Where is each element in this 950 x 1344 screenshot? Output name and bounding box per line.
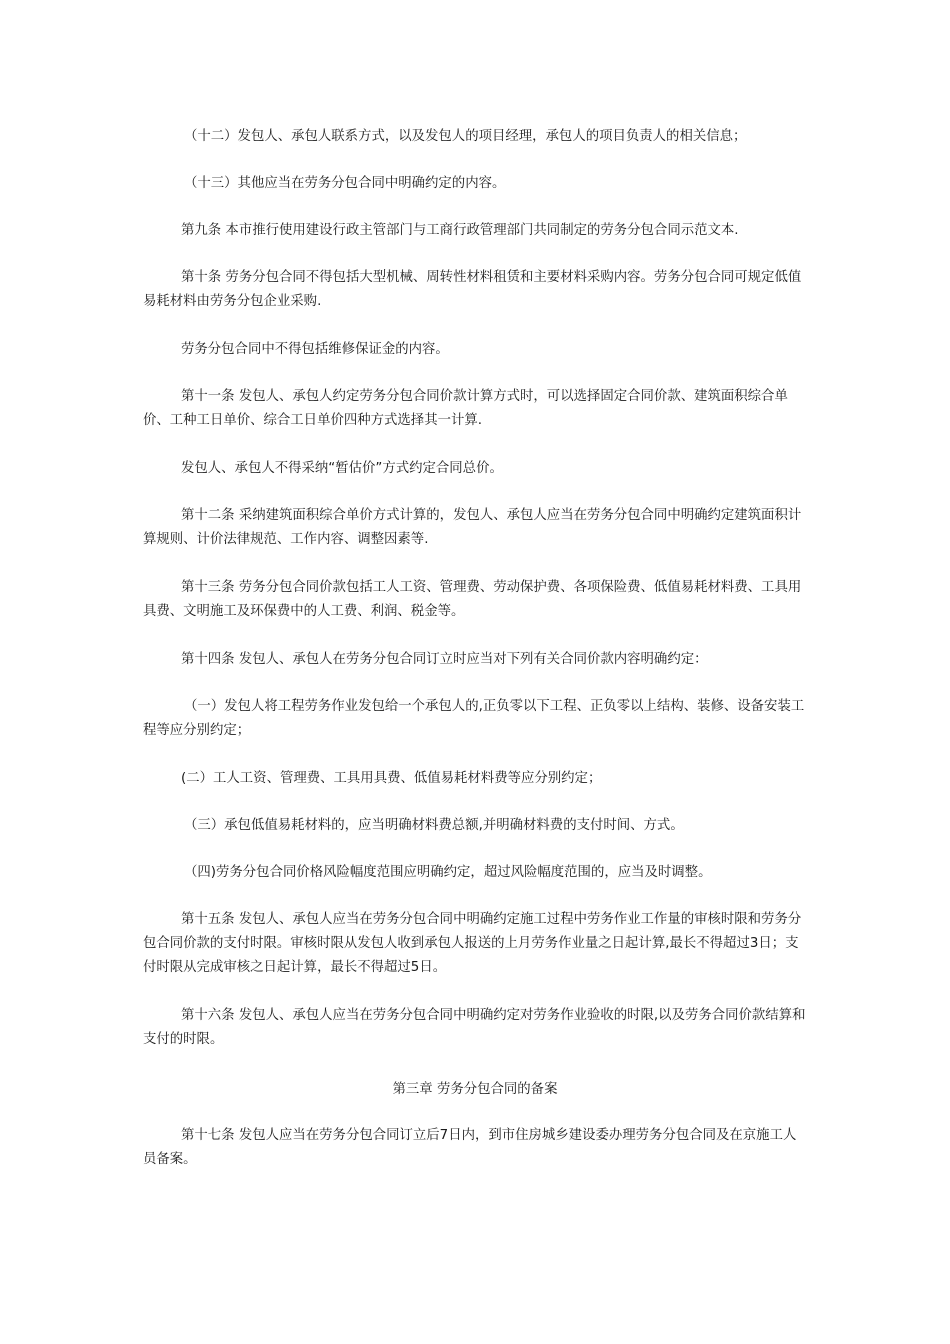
paragraph-article-15: 第十五条 发包人、承包人应当在劳务分包合同中明确约定施工过程中劳务作业工作量的审核时限和劳务分包合同价款的支付时限。审核时限从发包人收到承包人报送的上月劳务作业量之日起计算,最长不得超过3日；支付时限从完成审核之日起计算，最长不得超过5日。 [143,912,802,975]
paragraph-item-13: （十三）其他应当在劳务分包合同中明确约定的内容。 [184,176,506,191]
paragraph-item-1: （一）发包人将工程劳务作业发包给一个承包人的,正负零以下工程、正负零以上结构、装修、设备安装工程等应分别约定； [143,699,805,738]
paragraph-article-11: 第十一条 发包人、承包人约定劳务分包合同价款计算方式时，可以选择固定合同价款、建筑面积综合单价、工种工日单价、综合工日单价四种方式选择其一计算. [143,389,788,428]
paragraph-item-2: (二）工人工资、管理费、工具用具费、低值易耗材料费等应分别约定； [181,771,602,786]
paragraph-item-12: （十二）发包人、承包人联系方式，以及发包人的项目经理，承包人的项目负责人的相关信息； [184,129,747,144]
paragraph-article-10-note: 劳务分包合同中不得包括维修保证金的内容。 [181,342,449,357]
chapter-heading: 第三章 劳务分包合同的备案 [392,1082,558,1097]
paragraph-article-13: 第十三条 劳务分包合同价款包括工人工资、管理费、劳动保护费、各项保险费、低值易耗材料费、工具用具费、文明施工及环保费中的人工费、利润、税金等。 [143,580,802,619]
paragraph-article-11-note: 发包人、承包人不得采纳“暂估价”方式约定合同总价。 [181,461,503,476]
paragraph-article-17: 第十七条 发包人应当在劳务分包合同订立后7日内，到市住房城乡建设委办理劳务分包合同及在京施工人员备案。 [143,1128,797,1167]
paragraph-item-4: （四)劳务分包合同价格风险幅度范围应明确约定，超过风险幅度范围的，应当及时调整。 [184,865,712,880]
paragraph-article-14: 第十四条 发包人、承包人在劳务分包合同订立时应当对下列有关合同价款内容明确约定： [181,652,708,667]
paragraph-article-12: 第十二条 采纳建筑面积综合单价方式计算的，发包人、承包人应当在劳务分包合同中明确约定建筑面积计算规则、计价法律规范、工作内容、调整因素等. [143,508,802,547]
paragraph-article-10: 第十条 劳务分包合同不得包括大型机械、周转性材料租赁和主要材料采购内容。劳务分包合同可规定低值易耗材料由劳务分包企业采购. [143,270,802,309]
paragraph-item-3: （三）承包低值易耗材料的，应当明确材料费总额,并明确材料费的支付时间、方式。 [184,818,684,833]
paragraph-article-9: 第九条 本市推行使用建设行政主管部门与工商行政管理部门共同制定的劳务分包合同示范文本. [181,223,739,238]
paragraph-article-16: 第十六条 发包人、承包人应当在劳务分包合同中明确约定对劳务作业验收的时限,以及劳务合同价款结算和支付的时限。 [143,1008,806,1047]
